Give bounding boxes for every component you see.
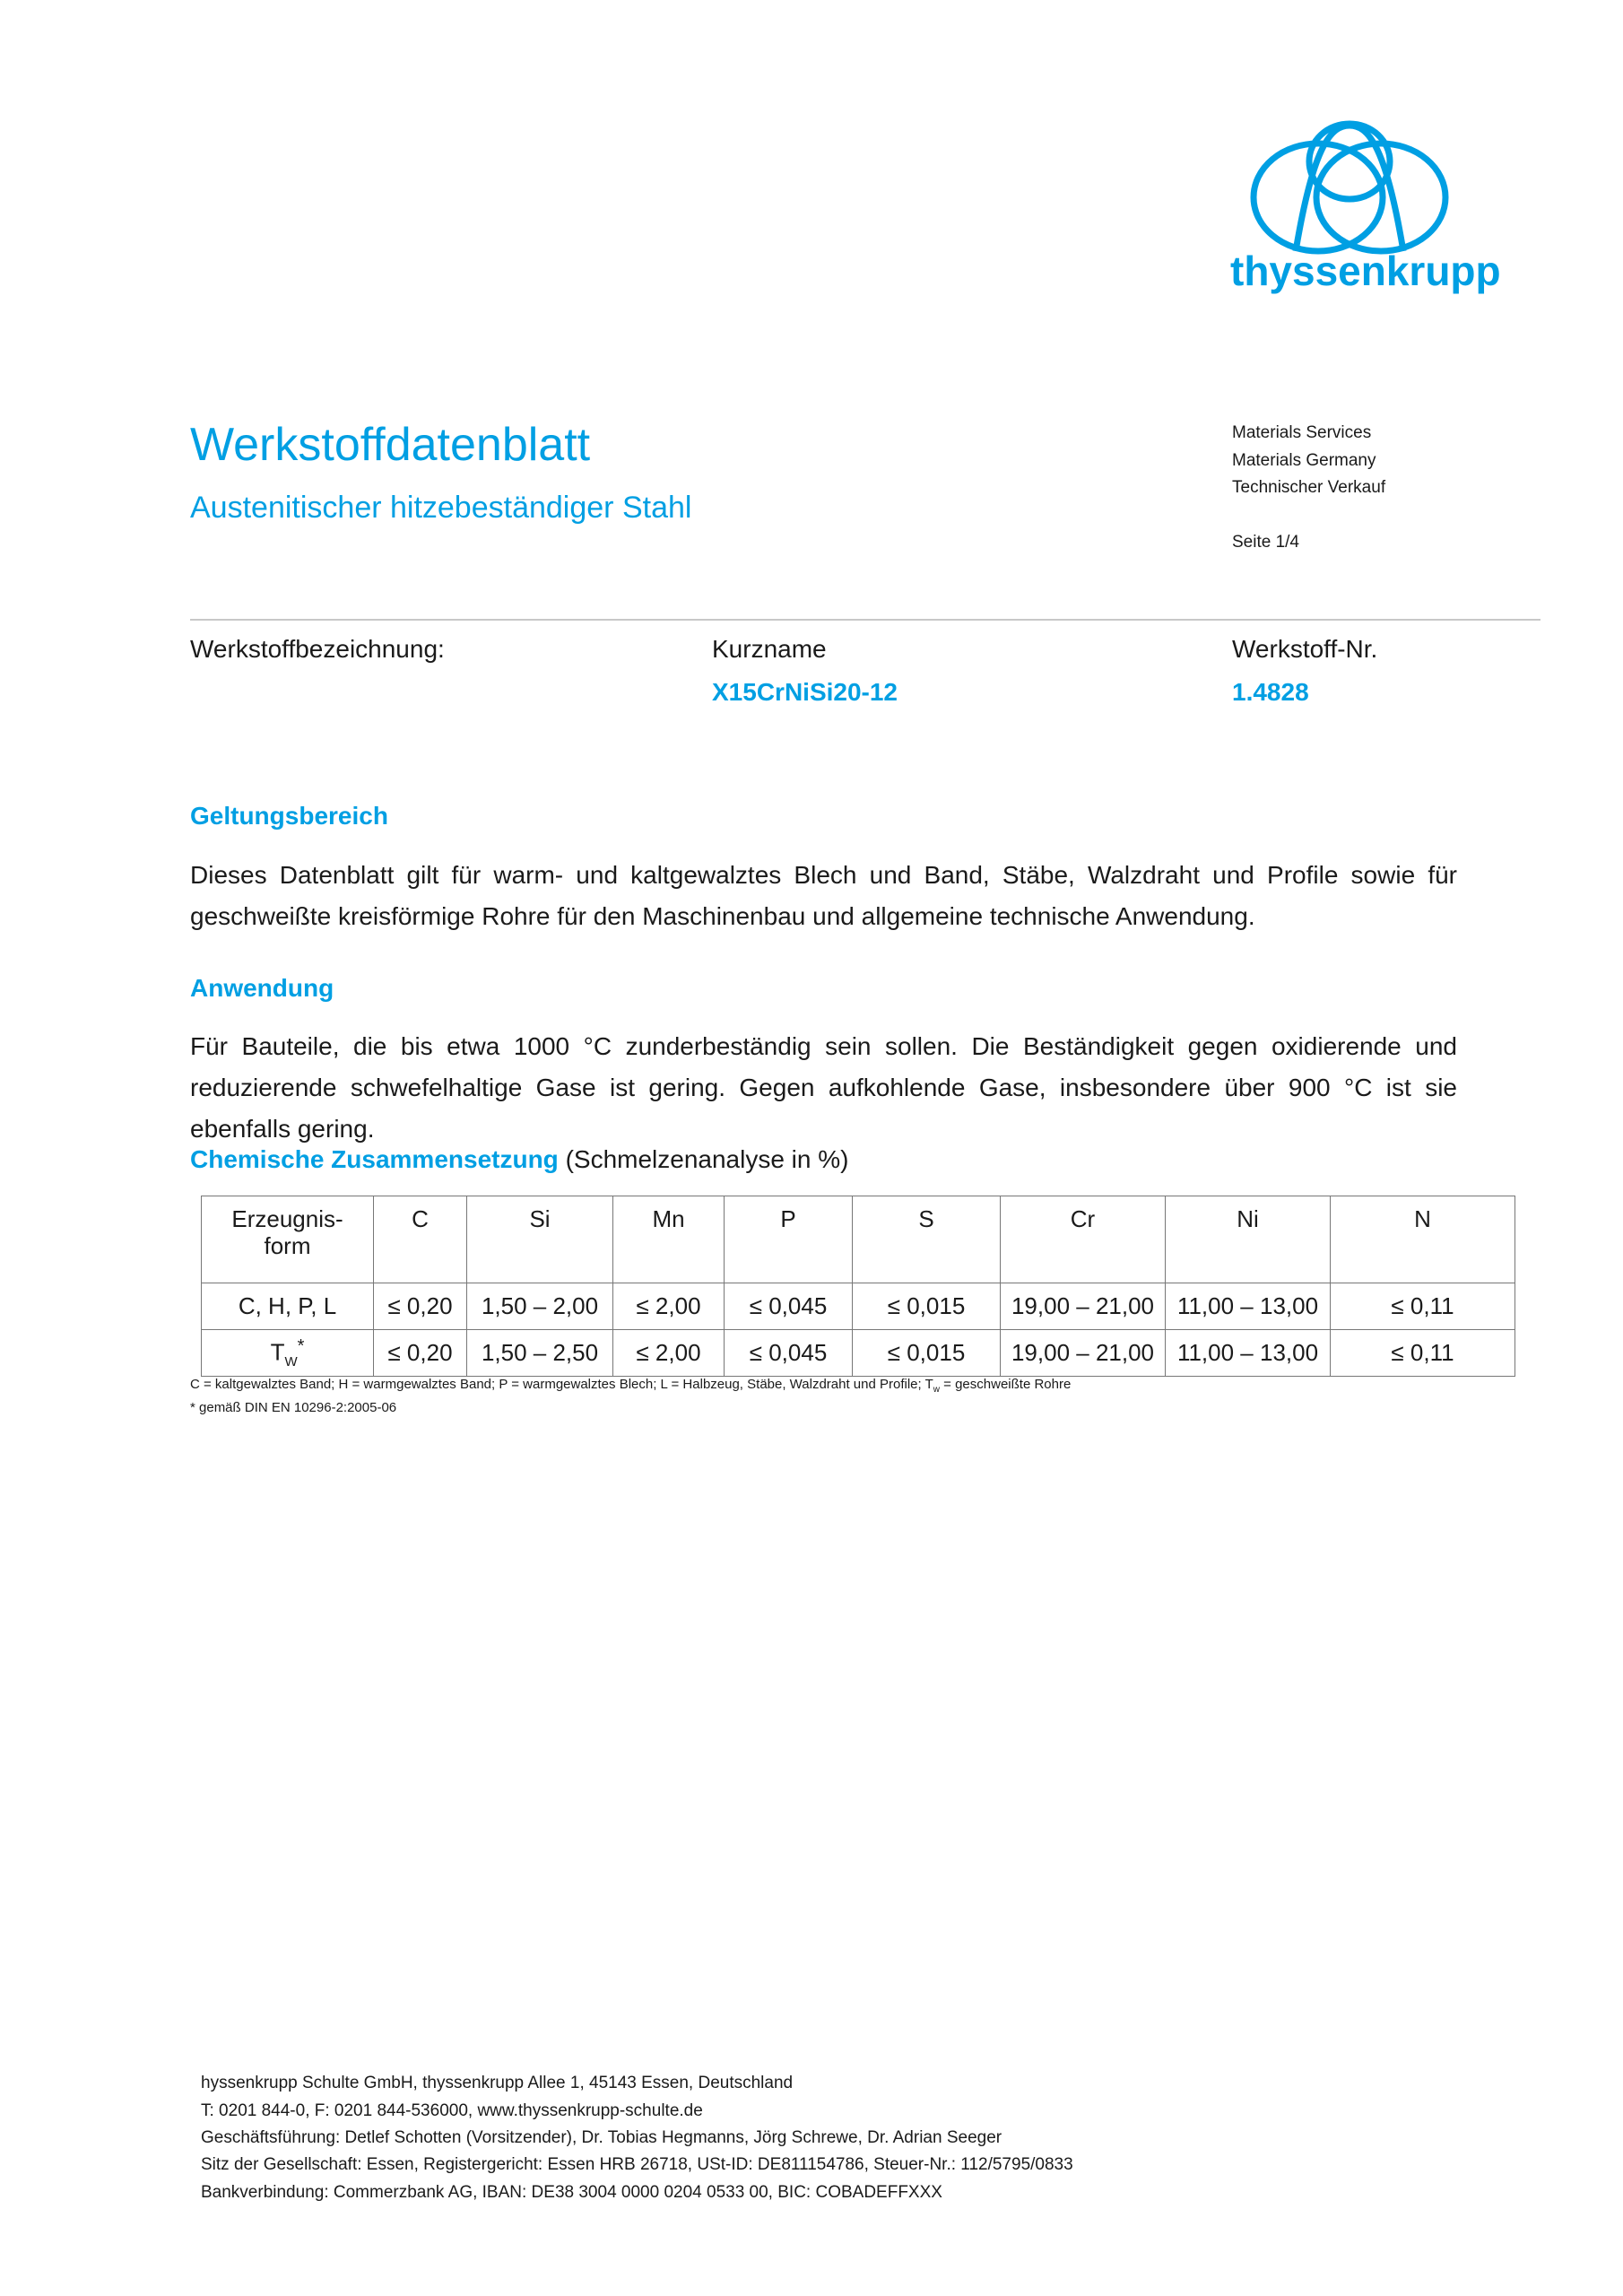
table-row — [202, 1283, 1515, 1330]
info-line: Technischer Verkauf — [1232, 478, 1386, 497]
footer-line: Sitz der Gesellschaft: Essen, Registergericht: Essen HRB 26718, USt-ID: DE811154786, Steuer-Nr.: 112/5795/0833 — [201, 2155, 1073, 2174]
footer-line: hyssenkrupp Schulte GmbH, thyssenkrupp Allee 1, 45143 Essen, Deutschland — [201, 2074, 794, 2092]
info-line: Materials Germany — [1232, 451, 1376, 470]
page-number: Seite 1/4 — [1232, 533, 1299, 552]
material-number-value: 1.4828 — [1232, 678, 1309, 706]
table-cell: ≤ 0,20 — [374, 1330, 467, 1377]
header-cell: Ni — [1166, 1196, 1331, 1283]
logo-wordmark: thyssenkrupp — [1230, 248, 1501, 294]
chem-heading-note: (Schmelzenanalyse in %) — [565, 1145, 849, 1173]
table-cell: ≤ 0,11 — [1331, 1283, 1515, 1330]
application-text: Für Bauteile, die bis etwa 1000 °C zunderbeständig sein sollen. Die Beständigkeit gegen oxidierende und reduzierende schwefelhaltige Gase ist gering. Gegen aufkohlende Gase, insbesondere über 900 °C ist sie ebenfalls gering. — [190, 1032, 1457, 1143]
table-cell: 11,00 – 13,00 — [1166, 1283, 1331, 1330]
table-cell: ≤ 2,00 — [613, 1283, 725, 1330]
header-cell: P — [725, 1196, 853, 1283]
footer-line: Geschäftsführung: Detlef Schotten (Vorsitzender), Dr. Tobias Hegmanns, Jörg Schrewe, Dr. Adrian Seeger — [201, 2128, 1002, 2147]
header-cell: Erzeugnis- form — [202, 1196, 374, 1283]
page-title: Werkstoffdatenblatt — [190, 419, 591, 471]
scope-heading: Geltungsbereich — [190, 802, 388, 830]
footnote-standard: * gemäß DIN EN 10296-2:2005-06 — [190, 1400, 397, 1415]
table-cell: ≤ 0,015 — [853, 1283, 1001, 1330]
info-line: Materials Services — [1232, 423, 1372, 442]
table-row — [202, 1330, 1515, 1377]
chem-heading-line — [190, 1145, 848, 1174]
footer-line: Bankverbindung: Commerzbank AG, IBAN: DE38 3004 0000 0204 0533 00, BIC: COBADEFFXXX — [201, 2183, 942, 2202]
chem-heading: Chemische Zusammensetzung — [190, 1145, 559, 1173]
table-cell: ≤ 0,045 — [725, 1330, 853, 1377]
table-cell: 11,00 – 13,00 — [1166, 1330, 1331, 1377]
chem-table — [201, 1196, 1515, 1377]
table-header-row — [202, 1196, 1515, 1283]
table-cell: ≤ 0,045 — [725, 1283, 853, 1330]
header-cell: C — [374, 1196, 467, 1283]
header-cell: Si — [467, 1196, 613, 1283]
table-cell: 1,50 – 2,50 — [467, 1330, 613, 1377]
table-cell: 19,00 – 21,00 — [1001, 1330, 1166, 1377]
header-cell: Cr — [1001, 1196, 1166, 1283]
application-heading: Anwendung — [190, 974, 334, 1002]
table-cell: ≤ 0,20 — [374, 1283, 467, 1330]
table-cell: ≤ 0,11 — [1331, 1330, 1515, 1377]
divider — [190, 619, 1541, 621]
short-name-value: X15CrNiSi20-12 — [712, 678, 898, 706]
page-subtitle: Austenitischer hitzebeständiger Stahl — [190, 491, 692, 525]
table-cell: ≤ 0,015 — [853, 1330, 1001, 1377]
form-cell: $T_W^*$ — [202, 1330, 374, 1377]
scope-text: Dieses Datenblatt gilt für warm- und kaltgewalztes Blech und Band, Stäbe, Walzdraht und Profile sowie für geschweißte kreisförmige Rohre für den Maschinenbau und allgemeine technische Anwendung. — [190, 861, 1457, 930]
header-cell: N — [1331, 1196, 1515, 1283]
footer-line: T: 0201 844-0, F: 0201 844-536000, www.thyssenkrupp-schulte.de — [201, 2101, 703, 2120]
header-cell: S — [853, 1196, 1001, 1283]
table-cell: 19,00 – 21,00 — [1001, 1283, 1166, 1330]
short-name-label: Kurzname — [712, 635, 827, 663]
material-number-label: Werkstoff-Nr. — [1232, 635, 1378, 663]
footnote-abbreviations: C = kaltgewalztes Band; H = warmgewalztes Band; P = warmgewalztes Blech; L = Halbzeug, Stäbe, Walzdraht und Profile; $T_w$ = geschweißte Rohre — [190, 1377, 1072, 1395]
table-cell: ≤ 2,00 — [613, 1330, 725, 1377]
table-cell: 1,50 – 2,00 — [467, 1283, 613, 1330]
designation-label: Werkstoffbezeichnung: — [190, 635, 445, 663]
header-cell: Mn — [613, 1196, 725, 1283]
form-cell: C, H, P, L — [202, 1283, 374, 1330]
